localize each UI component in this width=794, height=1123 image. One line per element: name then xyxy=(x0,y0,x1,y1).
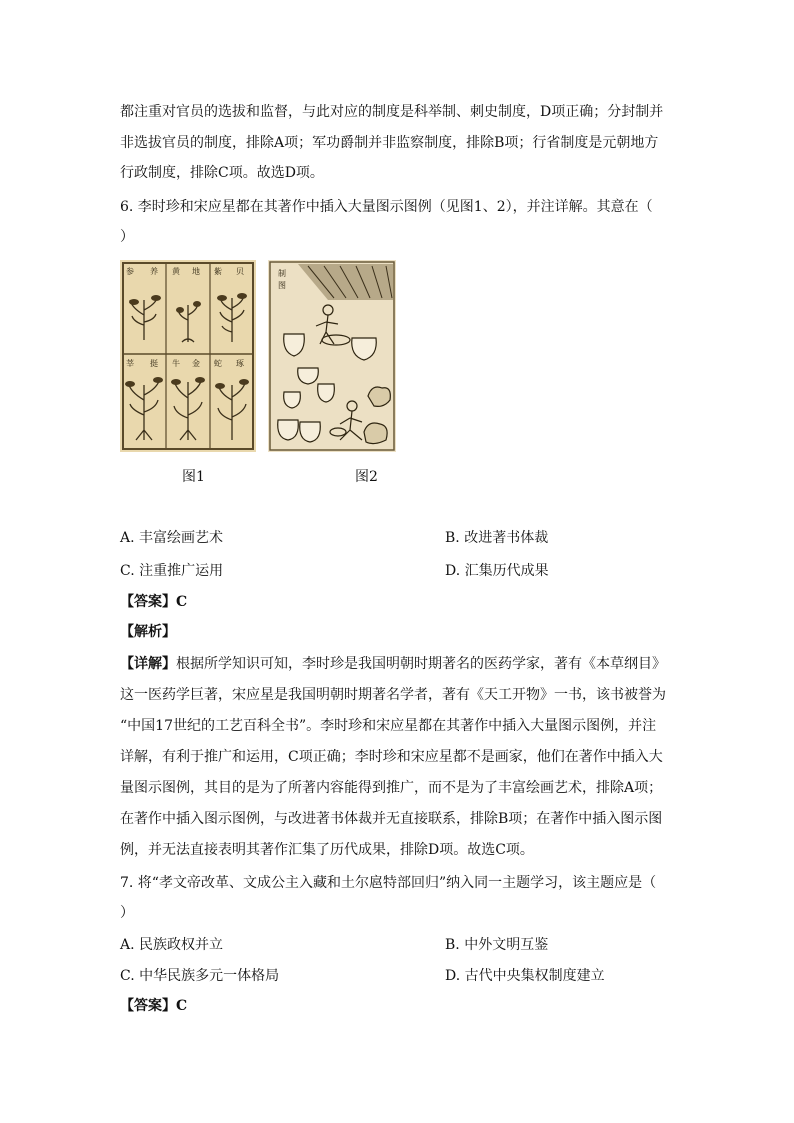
question-6-answer: 【答案】C xyxy=(120,594,188,610)
figure-1-label: 金 xyxy=(192,359,200,368)
question-6-detail-line: 这一医药学巨著，宋应星是我国明朝时期著名学者，著有《天工开物》一书，该书被誉为 xyxy=(120,687,666,703)
figure-1-label: 挺 xyxy=(150,359,158,368)
question-7-option-d: D. 古代中央集权制度建立 xyxy=(445,968,605,984)
figure-1-label: 养 xyxy=(150,267,158,276)
question-6-detail-line: 详解，有利于推广和运用，C项正确；李时珍和宋应星都不是画家，他们在著作中插入大 xyxy=(120,749,663,765)
question-6-option-c: C. 注重推广运用 xyxy=(120,563,224,579)
figure-1-label: 紫 xyxy=(214,267,222,276)
figure-1-label: 琢 xyxy=(236,359,244,368)
question-7-option-c: C. 中华民族多元一体格局 xyxy=(120,968,280,984)
detail-label: 【详解】 xyxy=(120,656,176,672)
figure-1-caption: 图1 xyxy=(182,469,205,485)
figure-1-plant-woodcut xyxy=(120,260,256,452)
figure-2-label: 图 xyxy=(278,281,286,290)
question-6-stem: 6. 李时珍和宋应星都在其著作中插入大量图示图例（见图1、2），并注详解。其意在（ xyxy=(120,199,653,215)
figure-2-caption: 图2 xyxy=(355,469,378,485)
question-7-stem: 7. 将“孝文帝改革、文成公主入藏和土尔扈特部回归”纳入同一主题学习，该主题应是（ xyxy=(120,875,657,891)
question-6-option-a: A. 丰富绘画艺术 xyxy=(120,530,224,546)
figure-1-label: 牛 xyxy=(172,359,180,368)
figure-2-label: 制 xyxy=(278,269,286,278)
figure-1-label: 贝 xyxy=(236,267,244,276)
question-7-option-b: B. 中外文明互鉴 xyxy=(445,937,549,953)
figure-1-label: 参 xyxy=(126,267,134,276)
figure-1-label: 蛇 xyxy=(214,359,222,368)
question-6-analysis-heading: 【解析】 xyxy=(120,624,176,640)
question-6-option-d: D. 汇集历代成果 xyxy=(445,563,549,579)
question-7-option-a: A. 民族政权并立 xyxy=(120,937,224,953)
figure-1-label: 地 xyxy=(192,267,200,276)
question-6-detail-line: 在著作中插入图示图例，与改进著书体裁并无直接联系，排除B项；在著作中插入图示图 xyxy=(120,811,663,827)
question-7-stem-close: ） xyxy=(120,905,134,921)
question-6-detail-line: 例，并无法直接表明其著作汇集了历代成果，排除D项。故选C项。 xyxy=(120,842,534,858)
intro-line: 都注重对官员的选拔和监督，与此对应的制度是科举制、刺史制度，D项正确；分封制并 xyxy=(120,104,664,120)
figure-1-label: 莘 xyxy=(126,359,134,368)
question-6-detail-line: 量图示图例，其目的是为了所著内容能得到推广，而不是为了丰富绘画艺术，排除A项； xyxy=(120,780,663,796)
question-6-stem-close: ） xyxy=(120,229,134,245)
detail-text: 根据所学知识可知，李时珍是我国明朝时期著名的医药学家，著有《本草纲目》 xyxy=(176,656,666,672)
figure-1-label: 黄 xyxy=(172,267,180,276)
intro-line: 行政制度，排除C项。故选D项。 xyxy=(120,165,324,181)
question-6-option-b: B. 改进著书体裁 xyxy=(445,530,549,546)
figure-2-workshop-woodcut xyxy=(268,260,396,452)
question-6-detail-line xyxy=(120,654,666,674)
question-6-detail-line: “中国17世纪的工艺百科全书”。李时珍和宋应星都在其著作中插入大量图示图例，并注 xyxy=(120,718,657,734)
question-7-answer: 【答案】C xyxy=(120,998,188,1014)
intro-line: 非选拔官员的制度，排除A项；军功爵制并非监察制度，排除B项；行省制度是元朝地方 xyxy=(120,135,659,151)
